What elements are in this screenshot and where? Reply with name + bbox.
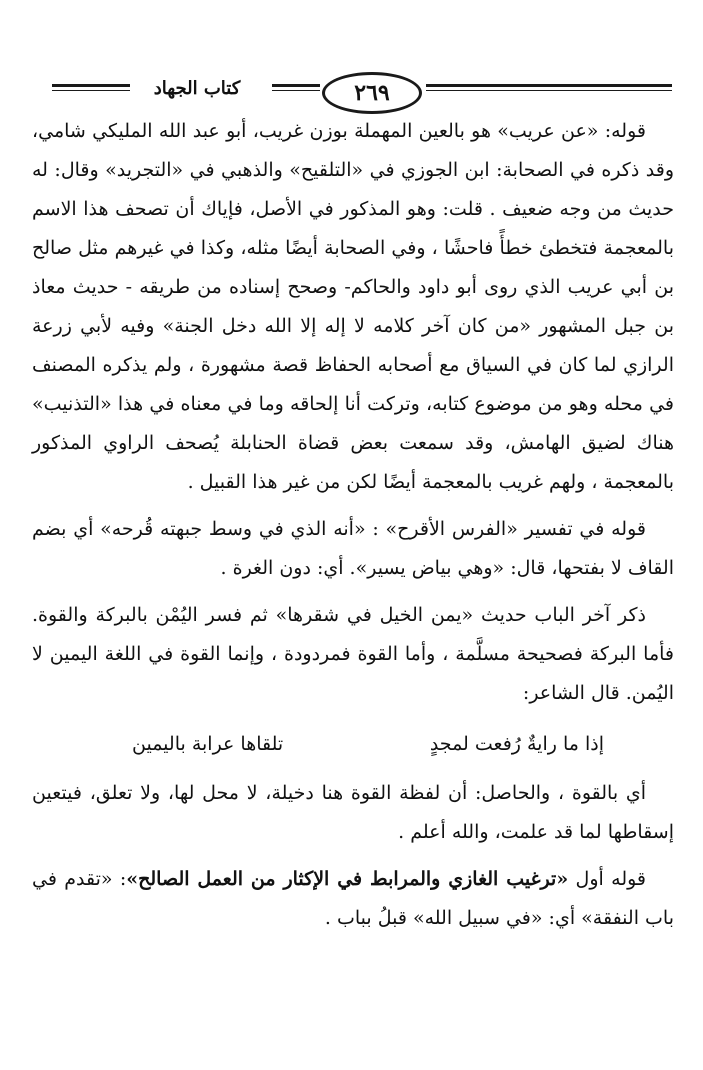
text-line: فيتعين إسقاطها لما قد علمت، والله أعلم . — [32, 782, 674, 843]
text-line: قوله في تفسير «الفرس الأقرح» : «أنه الذي في وسط جبهته قُرحه» أي — [73, 518, 646, 540]
running-title: كتاب الجهاد — [153, 78, 241, 99]
header-rule-left-top — [52, 84, 130, 87]
text-line: سمعت بعض قضاة الحنابلة يُصحف الراوي المذكور بالمعجمة ، ولهم غريب — [32, 432, 674, 493]
header-rule-right-top — [426, 84, 672, 87]
text-line: بضم القاف لا بفتحها، قال: «وهي بياض يسير». أي: دون الغرة . — [32, 518, 674, 579]
text-line: بالمعجمة أيضًا لكن من غير هذا القبيل . — [187, 471, 493, 493]
text-line: قوله: «عن عريب» هو بالعين المهملة بوزن غريب، أبو عبد الله المليكي — [92, 120, 646, 142]
text-line: شامي، وقد ذكره في الصحابة: ابن الجوزي في «التلقيح» والذهبي في — [32, 120, 674, 181]
chapter-title-bold: «ترغيب الغازي والمرابط في الإكثار من العمل الصالح» — [126, 868, 569, 890]
text-line: وتركت أنا إلحاقه وما في معناه في هذا «التذنيب» هناك لضيق الهامش، وقد — [32, 393, 674, 454]
text-line-prefix: قوله أول — [568, 868, 647, 890]
paragraph-aqrah — [32, 510, 674, 588]
header-rule-left-bottom — [52, 90, 130, 91]
header-rule-mid-bottom — [272, 90, 320, 91]
text-line: مثله، وكذا في غيرهم مثل صالح بن أبي عريب الذي روى أبو داود والحاكم- — [32, 237, 674, 298]
text-line: فأما البركة فصحيحة مسلَّمة ، وأما القوة فمردودة ، وإنما القوة في اللغة اليمين — [49, 643, 674, 665]
verse-second-hemistich: تلقاها عرابة باليمين — [132, 733, 284, 755]
text-line: في باب النفقة» أي: «في سبيل الله» قبلُ بباب . — [32, 868, 674, 929]
text-line: وصحح إسناده من طريقه - حديث معاذ بن جبل المشهور «من كان آخر كلامه — [32, 276, 674, 337]
header-rule-right-bottom — [426, 90, 672, 91]
text-line-suffix: : «تقدم — [64, 868, 127, 890]
paragraph-gap — [32, 852, 674, 860]
text-line: ذكر آخر الباب حديث «يمن الخيل في شقرها» ثم فسر اليُمْن بالبركة والقوة. — [32, 604, 646, 626]
verse-first-hemistich: إذا ما رايةٌ رُفعت لمجدٍ — [429, 733, 604, 755]
text-line: «التجريد» وقال: له حديث من وجه ضعيف . قلت: وهو المذكور في الأصل، — [32, 159, 675, 220]
paragraph-gap — [32, 588, 674, 596]
text-line: فإياك أن تصحف هذا الاسم بالمعجمة فتخطئ خطأً فاحشًا ، وفي الصحابة أيضًا — [32, 198, 674, 259]
paragraph-conclusion — [32, 774, 674, 852]
text-line: لا اليُمن. قال الشاعر: — [32, 643, 674, 704]
header-rule-mid-top — [272, 84, 320, 87]
paragraph-yumn — [32, 596, 674, 713]
paragraph-targhib — [32, 860, 674, 938]
text-line: أي بالقوة ، والحاصل: أن لفظة القوة هنا دخيلة، لا محل لها، ولا تعلق، — [89, 782, 647, 804]
text-line: لا إله إلا الله دخل الجنة» وفيه لأبي زرعة الرازي لما كان في السياق مع أصحابه — [32, 315, 674, 376]
paragraph-gap — [32, 502, 674, 510]
paragraph-arib — [32, 112, 674, 502]
text-line: الحفاظ قصة مشهورة ، ولم يذكره المصنف في محله وهو من موضوع كتابه، — [32, 354, 674, 415]
page-number: ٢٦٩ — [322, 72, 422, 114]
commentary-text — [32, 112, 674, 938]
poetry-verse — [32, 719, 674, 770]
